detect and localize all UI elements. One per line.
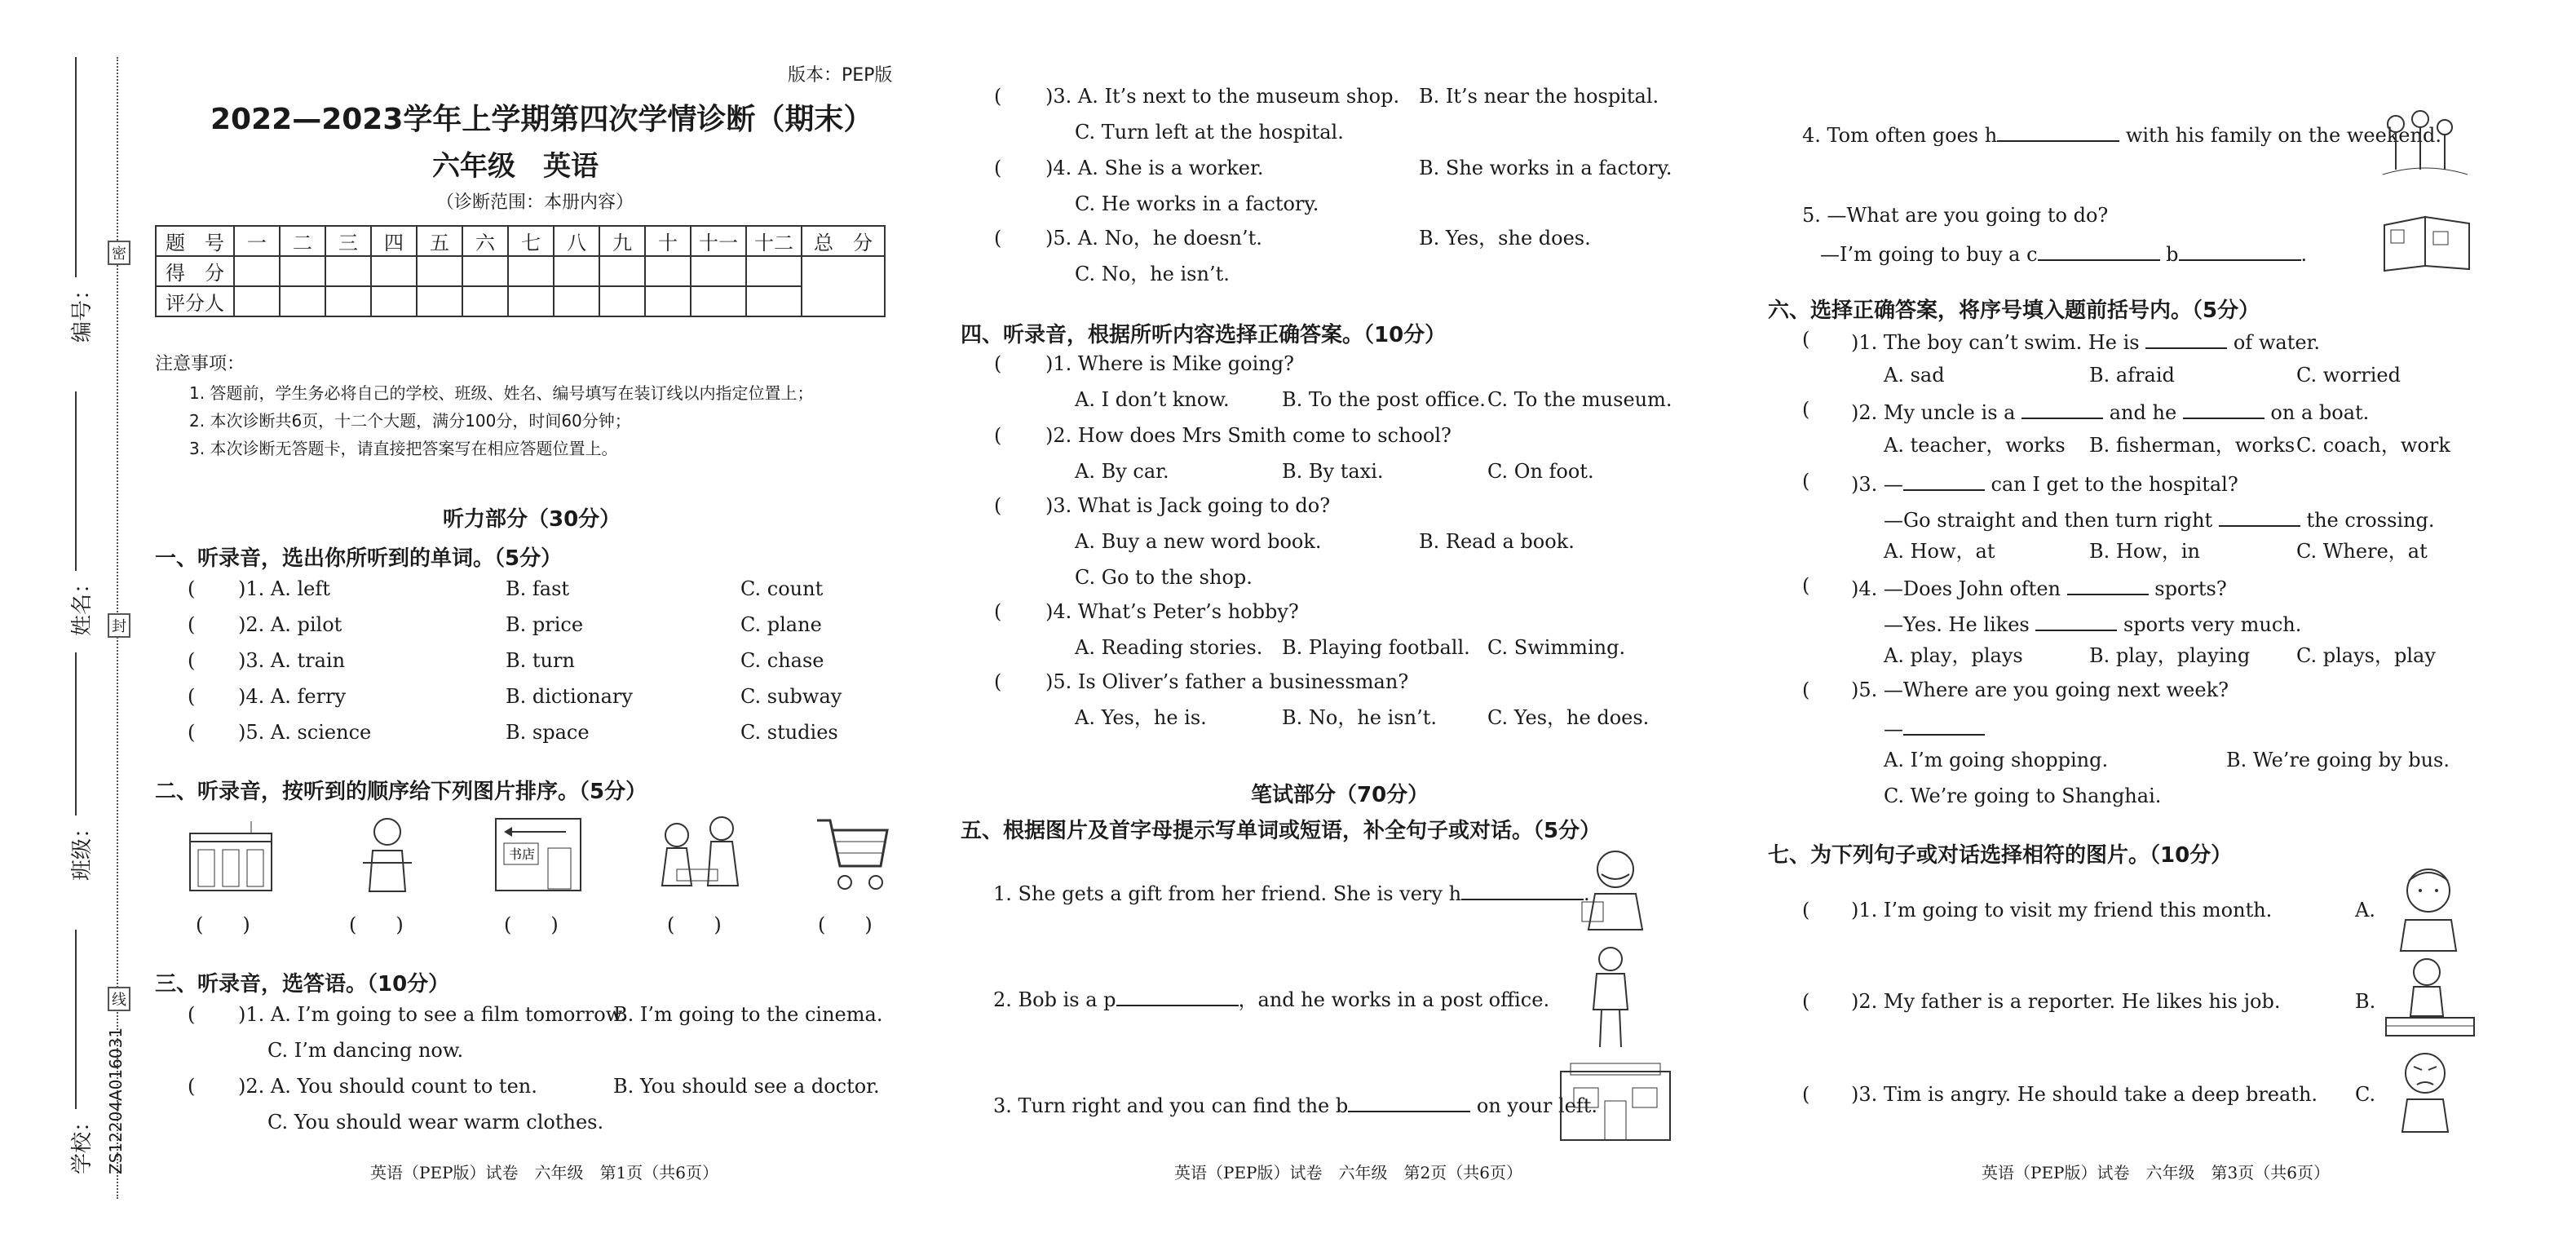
option-a: )1. A. left: [238, 577, 330, 600]
version-label: 版本：PEP版: [788, 65, 893, 86]
score-cell[interactable]: [508, 256, 554, 286]
question-text: )3. —: [1851, 473, 1903, 496]
number-label: 编号：: [70, 278, 95, 343]
note-item: 3. 本次诊断无答题卡，请直接把答案写在相应答题位置上。: [189, 439, 618, 458]
question: )3. What is Jack going to do?: [1045, 494, 1331, 517]
option-a: A. Reading stories.: [1075, 636, 1263, 659]
question-text: —Go straight and then turn right: [1884, 509, 2213, 532]
answer-bracket[interactable]: (: [188, 721, 196, 744]
score-header: 八: [554, 226, 599, 256]
option-c: C. On foot.: [1487, 460, 1594, 483]
option-a: A. Yes，he is.: [1075, 706, 1207, 729]
option-b: B. You should see a doctor.: [613, 1075, 880, 1098]
answer-bracket[interactable]: (: [188, 1003, 196, 1026]
grader-cell[interactable]: [325, 286, 371, 316]
answer-blank[interactable]: [1348, 1093, 1470, 1112]
answer-blank[interactable]: [2145, 329, 2227, 349]
exam-code: ZS12204A016031: [106, 1027, 126, 1174]
note-item: 1. 答题前，学生务必将自己的学校、班级、姓名、编号填写在装订线以内指定位置上；: [189, 383, 814, 403]
question-text: —: [1884, 718, 1903, 740]
option-b: B. afraid: [2089, 364, 2175, 387]
option-a: A. I’m going shopping.: [1884, 749, 2109, 771]
seal-mark: 密: [108, 241, 130, 265]
grader-cell[interactable]: [599, 286, 645, 316]
option-b: B. No，he isn’t.: [1282, 706, 1437, 729]
section-4-title: 四、听录音，根据所听内容选择正确答案。（10分）: [961, 323, 1447, 347]
note-item: 2. 本次诊断共6页，十二个大题，满分100分，时间60分钟；: [189, 411, 631, 431]
section-7-title: 七、为下列句子或对话选择相符的图片。（10分）: [1768, 843, 2233, 868]
grader-cell[interactable]: [417, 286, 462, 316]
option-c: C. Yes，he does.: [1487, 706, 1650, 729]
answer-bracket[interactable]: (: [1802, 678, 1810, 701]
option-b: B. Read a book.: [1419, 530, 1575, 553]
option-b: B. It’s near the hospital.: [1419, 85, 1659, 108]
option-b: B. dictionary: [506, 685, 633, 708]
answer-bracket[interactable]: (: [1802, 574, 1810, 597]
question-text: can I get to the hospital?: [1984, 473, 2238, 496]
option-b: B. play，playing: [2089, 644, 2251, 667]
question: )3. Tim is angry. He should take a deep breath.: [1851, 1083, 2318, 1106]
option-a: )5. A. science: [238, 721, 372, 744]
score-header: 十: [645, 226, 691, 256]
score-cell[interactable]: [554, 256, 599, 286]
question: [1851, 576, 2227, 599]
option-a: )4. A. ferry: [238, 685, 347, 708]
happy-girl-picture: [1571, 845, 1660, 933]
shopping-cart-picture: [811, 812, 892, 897]
score-header: 十二: [746, 226, 802, 256]
page-footer: 英语（PEP版）试卷 六年级 第3页（共6页）: [1982, 1163, 2330, 1182]
option-b: B. To the post office.: [1282, 388, 1486, 411]
option-c: C. plays，play: [2296, 644, 2436, 667]
name-field[interactable]: [75, 391, 77, 571]
writing-section-header: 笔试部分（70分）: [1251, 783, 1429, 807]
answer-bracket[interactable]: (: [1802, 990, 1810, 1013]
grader-cell[interactable]: [234, 286, 280, 316]
seal-mark: 线: [108, 987, 130, 1011]
grader-cell[interactable]: [746, 286, 802, 316]
grader-cell[interactable]: [280, 286, 325, 316]
option-a: )1. A. I’m going to see a film tomorrow.: [238, 1003, 627, 1026]
score-header: 二: [280, 226, 325, 256]
score-header: 十一: [691, 226, 746, 256]
section-6-title: 六、选择正确答案，将序号填入题前括号内。（5分）: [1768, 298, 2260, 323]
score-row-label: 评分人: [156, 286, 234, 316]
option-c: C. No，he isn’t.: [1075, 263, 1230, 285]
question: [1851, 329, 2320, 352]
school-field[interactable]: [75, 930, 77, 1109]
answer-bracket[interactable]: (: [994, 494, 1002, 517]
score-row-label: 得 分: [156, 256, 234, 286]
answer-blank[interactable]: [2038, 241, 2160, 261]
option-c: C. I’m dancing now.: [267, 1039, 464, 1062]
family-hiking-picture: [2379, 104, 2471, 179]
score-cell[interactable]: [325, 256, 371, 286]
order-bracket[interactable]: ( ): [667, 913, 722, 936]
option-c: C. Where，at: [2296, 540, 2428, 563]
score-header: 九: [599, 226, 645, 256]
score-row-label: 题 号: [156, 226, 234, 256]
option-a: A. Buy a new word book.: [1075, 530, 1322, 553]
question-text: )4. —Does John often: [1851, 577, 2061, 600]
sentence-text: 3. Turn right and you can find the b: [993, 1094, 1349, 1117]
question: )4. What’s Peter’s hobby?: [1045, 600, 1299, 623]
option-c: C. We’re going to Shanghai.: [1884, 785, 2162, 807]
reporter-picture: [2381, 952, 2479, 1041]
option-a: A. play，plays: [1884, 644, 2023, 667]
seal-mark: 封: [108, 613, 130, 638]
bookstore-building-picture: [1554, 1060, 1677, 1143]
option-b: B. Playing football.: [1282, 636, 1470, 659]
score-cell[interactable]: [645, 256, 691, 286]
clothes-shop-picture: [186, 817, 276, 895]
answer-blank[interactable]: [1461, 881, 1584, 900]
answer-bracket[interactable]: (: [188, 1075, 196, 1098]
order-bracket[interactable]: ( ): [349, 913, 404, 936]
class-field[interactable]: [75, 652, 77, 815]
angry-boy-picture: [2389, 1047, 2463, 1135]
question-text: )1. The boy can’t swim. He is: [1851, 331, 2140, 354]
option-a: A. How，at: [1884, 540, 1995, 563]
question: [1851, 400, 2369, 422]
option-c: C. studies: [740, 721, 838, 744]
grader-cell[interactable]: [645, 286, 691, 316]
answer-blank[interactable]: [2035, 612, 2117, 631]
boy-picture: [2388, 863, 2469, 952]
option-a: A. I don’t know.: [1075, 388, 1230, 411]
option-b: B. I’m going to the cinema.: [613, 1003, 883, 1026]
answer-blank[interactable]: [1116, 987, 1239, 1006]
score-header: 四: [371, 226, 417, 256]
option-a: A. sad: [1884, 364, 1945, 387]
name-label: 姓名：: [70, 572, 95, 636]
score-cell[interactable]: [280, 256, 325, 286]
score-cell[interactable]: [371, 256, 417, 286]
fill-sentence: [993, 1093, 1597, 1116]
option-b: B. By taxi.: [1282, 460, 1384, 483]
answer-bracket[interactable]: (: [1802, 470, 1810, 493]
question: )5. Is Oliver’s father a businessman?: [1045, 670, 1409, 693]
doctor-picture: [347, 814, 428, 895]
order-bracket[interactable]: ( ): [504, 913, 559, 936]
sentence-text: b: [2159, 243, 2179, 266]
answer-blank[interactable]: [1997, 122, 2119, 142]
sentence-text: 1. She gets a gift from her friend. She is very h: [993, 882, 1462, 905]
option-c: C. worried: [2296, 364, 2401, 387]
question-text: on a boat.: [2264, 401, 2370, 424]
question: )2. My father is a reporter. He likes his job.: [1851, 990, 2281, 1013]
question-text: sports?: [2148, 577, 2227, 600]
answer-bracket[interactable]: (: [188, 577, 196, 600]
sentence-text: .: [2300, 243, 2308, 266]
score-cell[interactable]: [599, 256, 645, 286]
score-cell[interactable]: [691, 256, 746, 286]
option-b: B. Yes，she does.: [1419, 227, 1591, 250]
picture-letter: A.: [2355, 899, 2375, 922]
grader-cell[interactable]: [508, 286, 554, 316]
sentence-text: with his family on the weekend.: [2119, 124, 2441, 147]
children-picture: [644, 812, 752, 894]
option-a: A. teacher，works: [1884, 434, 2066, 457]
option-b: B. We’re going by bus.: [2226, 749, 2450, 771]
answer-blank[interactable]: [1903, 471, 1985, 491]
question-text: sports very much.: [2117, 613, 2302, 636]
grader-cell[interactable]: [691, 286, 746, 316]
question: [1884, 612, 2301, 634]
question: [1884, 716, 1985, 739]
question: )5. —Where are you going next week?: [1851, 678, 2229, 701]
question: [1884, 507, 2435, 530]
option-c: C. Swimming.: [1487, 636, 1626, 659]
school-label: 学校：: [70, 1110, 95, 1174]
option-b: B. price: [506, 613, 584, 636]
answer-bracket[interactable]: (: [994, 670, 1002, 693]
sentence-text: 4. Tom often goes h: [1802, 124, 1998, 147]
page-footer: 英语（PEP版）试卷 六年级 第2页（共6页）: [1174, 1163, 1522, 1182]
number-field[interactable]: [75, 57, 77, 277]
postman-picture: [1582, 944, 1639, 1052]
score-cell[interactable]: [746, 256, 802, 286]
answer-blank[interactable]: [2179, 241, 2301, 261]
score-header: 总 分: [802, 226, 885, 256]
option-c: C. chase: [740, 649, 824, 672]
grader-cell[interactable]: [462, 286, 508, 316]
score-table: [155, 225, 886, 317]
question-text: —Yes. He likes: [1884, 613, 2030, 636]
option-b: B. fast: [506, 577, 570, 600]
answer-bracket[interactable]: (: [1802, 328, 1810, 351]
answer-blank[interactable]: [2067, 576, 2149, 595]
option-a: )3. A. train: [238, 649, 346, 672]
class-label: 班级：: [70, 816, 95, 881]
option-b: B. turn: [506, 649, 575, 672]
fill-sentence: [993, 987, 1549, 1010]
sentence-text: ，and he works in a post office.: [1238, 988, 1550, 1011]
question-text: )2. My uncle is a: [1851, 401, 2016, 424]
bookstore-sign-picture: [493, 815, 584, 894]
option-c: C. plane: [740, 613, 822, 636]
answer-bracket[interactable]: (: [994, 157, 1002, 179]
answer-blank[interactable]: [1903, 716, 1985, 736]
fill-sentence: [1820, 241, 2307, 264]
sentence-text: .: [1584, 882, 1590, 905]
option-c: C. count: [740, 577, 824, 600]
answer-blank[interactable]: [2021, 400, 2103, 419]
page-subtitle: 六年级 英语: [432, 150, 599, 183]
option-b: B. She works in a factory.: [1419, 157, 1672, 179]
score-cell[interactable]: [462, 256, 508, 286]
sentence-text: —I’m going to buy a c: [1820, 243, 2038, 266]
sentence-text: 2. Bob is a p: [993, 988, 1116, 1011]
answer-bracket[interactable]: (: [188, 685, 196, 708]
score-cell[interactable]: [417, 256, 462, 286]
option-c: C. You should wear warm clothes.: [267, 1111, 604, 1134]
grader-cell[interactable]: [554, 286, 599, 316]
option-c: C. coach，work: [2296, 434, 2450, 457]
fill-sentence: [993, 881, 1590, 904]
section-2-title: 二、听录音，按听到的顺序给下列图片排序。（5分）: [155, 780, 647, 804]
score-header: 六: [462, 226, 508, 256]
sentence-text: on your left.: [1470, 1094, 1597, 1117]
score-header: 五: [417, 226, 462, 256]
option-c: C. He works in a factory.: [1075, 192, 1319, 215]
option-a: )3. A. It’s next to the museum shop.: [1045, 85, 1400, 108]
comic-book-picture: [2379, 209, 2474, 274]
page-footer: 英语（PEP版）试卷 六年级 第1页（共6页）: [370, 1163, 718, 1182]
grader-cell[interactable]: [371, 286, 417, 316]
answer-bracket[interactable]: (: [188, 613, 196, 636]
option-b: B. fisherman，works: [2089, 434, 2295, 457]
option-b: B. How，in: [2089, 540, 2200, 563]
question-text: and he: [2103, 401, 2177, 424]
listening-section-header: 听力部分（30分）: [443, 507, 621, 532]
score-header: 三: [325, 226, 371, 256]
question: )2. How does Mrs Smith come to school?: [1045, 424, 1451, 447]
picture-letter: B.: [2355, 990, 2376, 1013]
option-a: )5. A. No，he doesn’t.: [1045, 227, 1262, 250]
picture-letter: C.: [2355, 1083, 2376, 1106]
option-a: )4. A. She is a worker.: [1045, 157, 1264, 179]
answer-blank[interactable]: [2183, 400, 2264, 419]
answer-bracket[interactable]: (: [1802, 398, 1810, 421]
total-score-cell[interactable]: [802, 256, 885, 316]
answer-bracket[interactable]: (: [994, 85, 1002, 108]
section-3-title: 三、听录音，选答语。（10分）: [155, 972, 450, 997]
answer-bracket[interactable]: (: [1802, 899, 1810, 922]
option-b: B. space: [506, 721, 590, 744]
option-c: C. To the museum.: [1487, 388, 1672, 411]
option-c: C. Go to the shop.: [1075, 566, 1253, 589]
bookstore-label: 书店: [509, 846, 536, 862]
question: )1. I’m going to visit my friend this month.: [1851, 899, 2273, 922]
score-cell[interactable]: [234, 256, 280, 286]
answer-bracket[interactable]: (: [994, 600, 1002, 623]
question: )1. Where is Mike going?: [1045, 352, 1294, 375]
answer-bracket[interactable]: (: [994, 424, 1002, 447]
option-a: )2. A. pilot: [238, 613, 342, 636]
answer-bracket[interactable]: (: [188, 649, 196, 672]
option-c: C. Turn left at the hospital.: [1075, 121, 1344, 144]
section-5-title: 五、根据图片及首字母提示写单词或短语，补全句子或对话。（5分）: [961, 819, 1602, 843]
option-a: )2. A. You should count to ten.: [238, 1075, 537, 1098]
section-1-title: 一、听录音，选出你所听到的单词。（5分）: [155, 546, 563, 571]
page-title: 2022—2023学年上学期第四次学情诊断（期末）: [210, 103, 873, 136]
option-a: A. By car.: [1075, 460, 1169, 483]
order-bracket[interactable]: ( ): [196, 913, 250, 936]
answer-bracket[interactable]: (: [994, 227, 1002, 250]
scope-note: （诊断范围：本册内容）: [436, 192, 634, 213]
question-text: of water.: [2227, 331, 2321, 354]
question-text: the crossing.: [2300, 509, 2435, 532]
score-header: 七: [508, 226, 554, 256]
option-c: C. subway: [740, 685, 842, 708]
answer-blank[interactable]: [2219, 507, 2300, 527]
fill-sentence: [1802, 122, 2441, 145]
score-header: 一: [234, 226, 280, 256]
answer-bracket[interactable]: (: [1802, 1083, 1810, 1106]
order-bracket[interactable]: ( ): [818, 913, 873, 936]
notes-title: 注意事项：: [155, 354, 245, 374]
fill-sentence: 5. —What are you going to do?: [1802, 204, 2109, 227]
answer-bracket[interactable]: (: [994, 352, 1002, 375]
question: [1851, 471, 2238, 494]
